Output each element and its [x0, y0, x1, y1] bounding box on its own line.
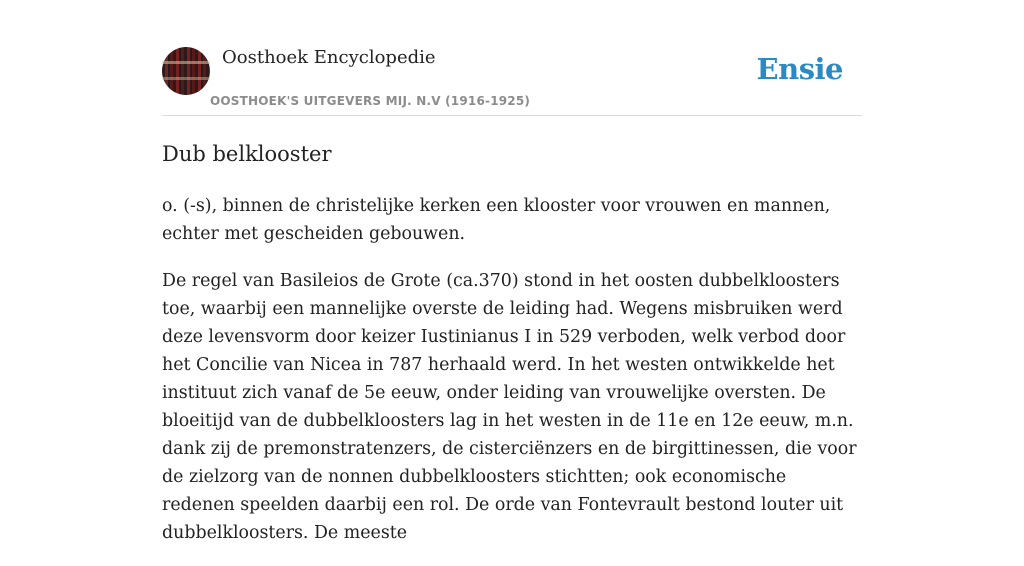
source-title[interactable]: Oosthoek Encyclopedie: [222, 47, 436, 68]
entry-title: Dub belklooster: [162, 142, 332, 166]
source-subtitle: OOSTHOEK'S UITGEVERS MIJ. N.V (1916-1925): [210, 94, 531, 108]
entry-paragraph: De regel van Basileios de Grote (ca.370) stond in het oosten dubbelkloosters toe, waarbij een mannelijke overste de leiding had. Wegens misbruiken werd deze levensvorm door keizer Iustinianus I in 529 verboden, welk verbod door het Concilie van Nicea in 787 herhaald werd. In het westen ontwikkelde het instituut zich vanaf de 5e eeuw, onder leiding van vrouwelijke oversten. De bloeitijd van de dubbelkloosters lag in het westen in de 11e en 12e eeuw, m.n. dank zij de premonstratenzers, de cisterciënzers en de birgittinessen, die voor de zielzorg van de nonnen dubbelkloosters stichtten; ook economische redenen speelden daarbij een rol. De orde van Fontevrault bestond louter uit dubbelkloosters. De meeste: [162, 271, 857, 543]
source-avatar[interactable]: [162, 47, 210, 95]
page-container: [162, 0, 862, 543]
ensie-logo[interactable]: Ensie: [756, 52, 843, 86]
source-header: [162, 0, 862, 116]
entry-body: [162, 192, 862, 566]
entry-paragraph: o. (-s), binnen de christelijke kerken een klooster voor vrouwen en mannen, echter met gescheiden gebouwen.: [162, 196, 831, 244]
